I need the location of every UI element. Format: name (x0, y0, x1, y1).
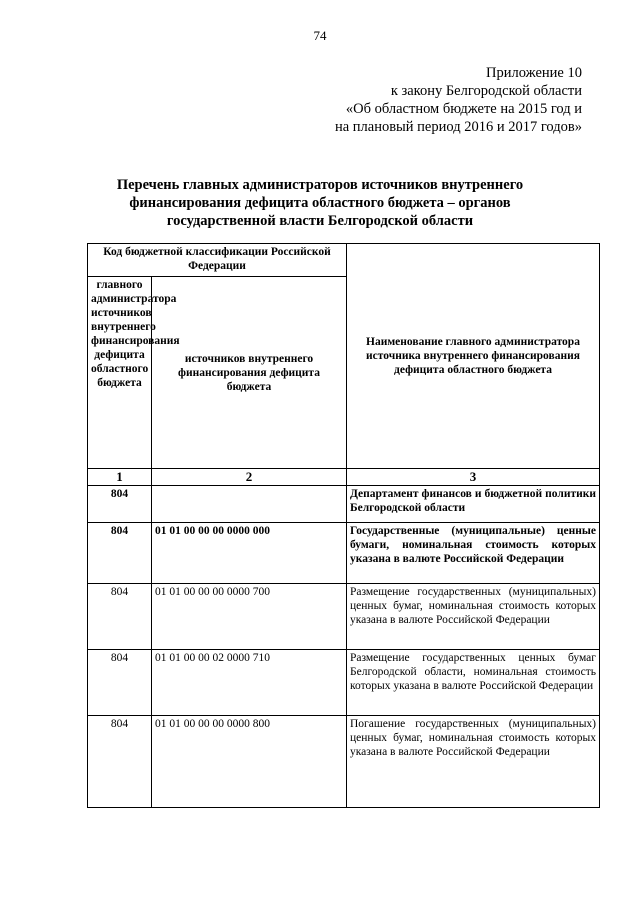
table-row (88, 716, 600, 808)
header-row (88, 244, 600, 277)
admin-code-cell: 804 (88, 716, 152, 808)
admin-name-cell: Размещение государственных (муниципальных) ценных бумаг, номинальная стоимость которых указана в валюте Российской Федерации (347, 584, 600, 650)
admin-code-cell: 804 (88, 584, 152, 650)
appendix-line: Приложение 10 (486, 65, 582, 81)
table-row (88, 650, 600, 716)
column-numbers-row (88, 469, 600, 486)
source-code-cell: 01 01 00 00 00 0000 700 (152, 584, 347, 650)
appendix-line: к закону Белгородской области (390, 83, 582, 99)
appendix-line: «Об областном бюджете на 2015 год и (345, 101, 582, 117)
source-code-cell: 01 01 00 00 00 0000 000 (152, 523, 347, 584)
admin-code-cell: 804 (88, 650, 152, 716)
document-title (60, 176, 580, 230)
appendix-header (335, 64, 582, 136)
admin-code-cell: 804 (88, 523, 152, 584)
header-group-cell: Код бюджетной классификации Российской Федерации (88, 244, 347, 277)
col2-header: источников внутреннего финансирования дефицита бюджета (152, 277, 347, 469)
col1-header: главного администратора источников внутреннего финансирования дефицита областного бюджета (88, 277, 152, 469)
table-row (88, 584, 600, 650)
source-code-cell: 01 01 00 00 02 0000 710 (152, 650, 347, 716)
admin-name-cell: Государственные (муниципальные) ценные бумаги, номинальная стоимость которых указана в валюте Российской Федерации (347, 523, 600, 584)
table-row (88, 523, 600, 584)
title-line: государственной власти Белгородской области (166, 213, 474, 229)
title-line: Перечень главных администраторов источников внутреннего (116, 177, 524, 193)
appendix-line: на плановый период 2016 и 2017 годов» (334, 119, 582, 135)
col-number: 1 (88, 469, 152, 486)
table-row (88, 486, 600, 523)
col-number: 3 (347, 469, 600, 486)
source-code-cell: 01 01 00 00 00 0000 800 (152, 716, 347, 808)
administrators-table (87, 243, 600, 808)
admin-code-cell: 804 (88, 486, 152, 523)
admin-name-cell: Размещение государственных ценных бумаг Белгородской области, номинальная стоимость которых указана в валюте Российской Федерации (347, 650, 600, 716)
admin-name-cell: Погашение государственных (муниципальных) ценных бумаг, номинальная стоимость которых указана в валюте Российской Федерации (347, 716, 600, 808)
page-number: 74 (313, 28, 327, 43)
col-number: 2 (152, 469, 347, 486)
title-line: финансирования дефицита областного бюджета – органов (129, 195, 511, 211)
source-code-cell (152, 486, 347, 523)
admin-name-cell: Департамент финансов и бюджетной политики Белгородской области (347, 486, 600, 523)
col3-header: Наименование главного администратора источника внутреннего финансирования дефицита областного бюджета (347, 244, 600, 469)
